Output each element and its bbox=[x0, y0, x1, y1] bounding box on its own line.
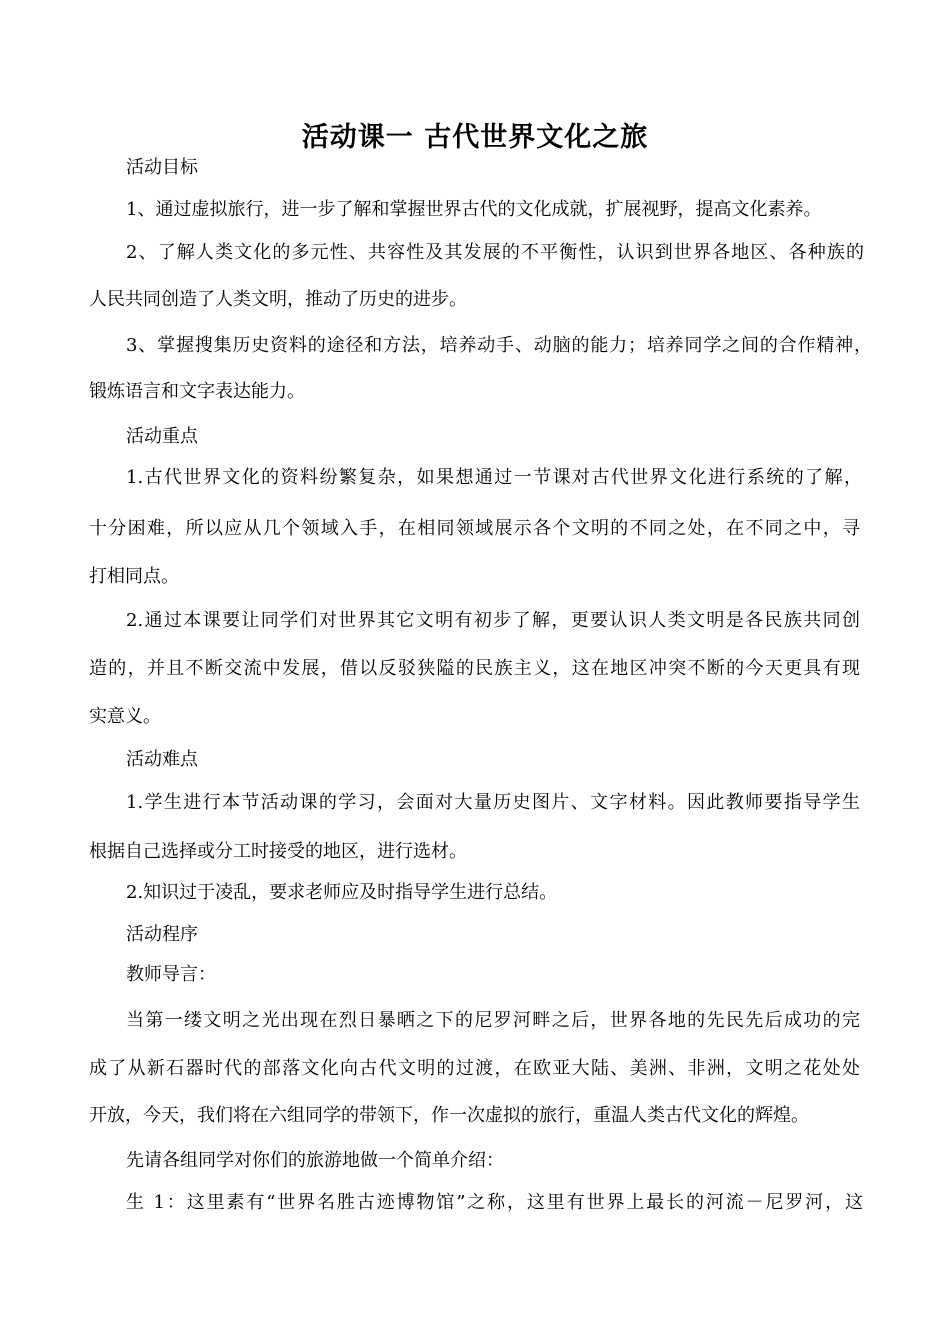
intro-line-2: 成了从新石器时代的部落文化向古代文明的过渡，在欧亚大陆、美洲、非洲，文明之花处处 bbox=[89, 1058, 860, 1079]
intro-line-3: 开放，今天，我们将在六组同学的带领下，作一次虚拟的旅行，重温人类古代文化的辉煌。 bbox=[89, 1105, 809, 1126]
goal-3-line-2: 锻炼语言和文字表达能力。 bbox=[89, 381, 305, 402]
teacher-intro-label: 教师导言： bbox=[126, 964, 216, 985]
key-point-1-line-1: 1.古代世界文化的资料纷繁复杂，如果想通过一节课对古代世界文化进行系统的了解， bbox=[126, 467, 862, 488]
difficulty-1-line-2: 根据自己选择或分工时接受的地区，进行选材。 bbox=[89, 841, 467, 862]
key-point-2-line-3: 实意义。 bbox=[89, 706, 161, 727]
goal-3-line-1: 3、掌握搜集历史资料的途径和方法，培养动手、动脑的能力；培养同学之间的合作精神， bbox=[126, 335, 872, 356]
goal-2-line-1: 2、了解人类文化的多元性、共容性及其发展的不平衡性，认识到世界各地区、各种族的 bbox=[126, 242, 864, 263]
section-heading-difficulties: 活动难点 bbox=[126, 749, 198, 770]
key-point-2-line-1: 2.通过本课要让同学们对世界其它文明有初步了解，更要认识人类文明是各民族共同创 bbox=[126, 610, 860, 631]
page-title: 活动课一 古代世界文化之旅 bbox=[301, 122, 649, 153]
difficulty-2: 2.知识过于凌乱，要求老师应及时指导学生进行总结。 bbox=[126, 882, 558, 903]
student-1-text: 生 1：这里素有“世界名胜古迹博物馆”之称，这里有世界上最长的河流－尼罗河，这 bbox=[126, 1192, 863, 1213]
section-heading-procedure: 活动程序 bbox=[126, 924, 198, 945]
invite-text: 先请各组同学对你们的旅游地做一个简单介绍： bbox=[126, 1150, 504, 1171]
section-heading-goals: 活动目标 bbox=[126, 157, 198, 178]
difficulty-1-line-1: 1.学生进行本节活动课的学习，会面对大量历史图片、文字材料。因此教师要指导学生 bbox=[126, 792, 860, 813]
goal-1: 1、通过虚拟旅行，进一步了解和掌握世界古代的文化成就，扩展视野，提高文化素养。 bbox=[126, 199, 822, 220]
key-point-2-line-2: 造的，并且不断交流中发展，借以反驳狭隘的民族主义，这在地区冲突不断的今天更具有现 bbox=[89, 658, 860, 679]
intro-line-1: 当第一缕文明之光出现在烈日暴晒之下的尼罗河畔之后，世界各地的先民先后成功的完 bbox=[126, 1010, 860, 1031]
key-point-1-line-2: 十分困难，所以应从几个领域入手，在相同领域展示各个文明的不同之处，在不同之中，寻 bbox=[89, 518, 860, 539]
key-point-1-line-3: 打相同点。 bbox=[89, 566, 179, 587]
section-heading-key-points: 活动重点 bbox=[126, 426, 198, 447]
goal-2-line-2: 人民共同创造了人类文明，推动了历史的进步。 bbox=[89, 289, 467, 310]
